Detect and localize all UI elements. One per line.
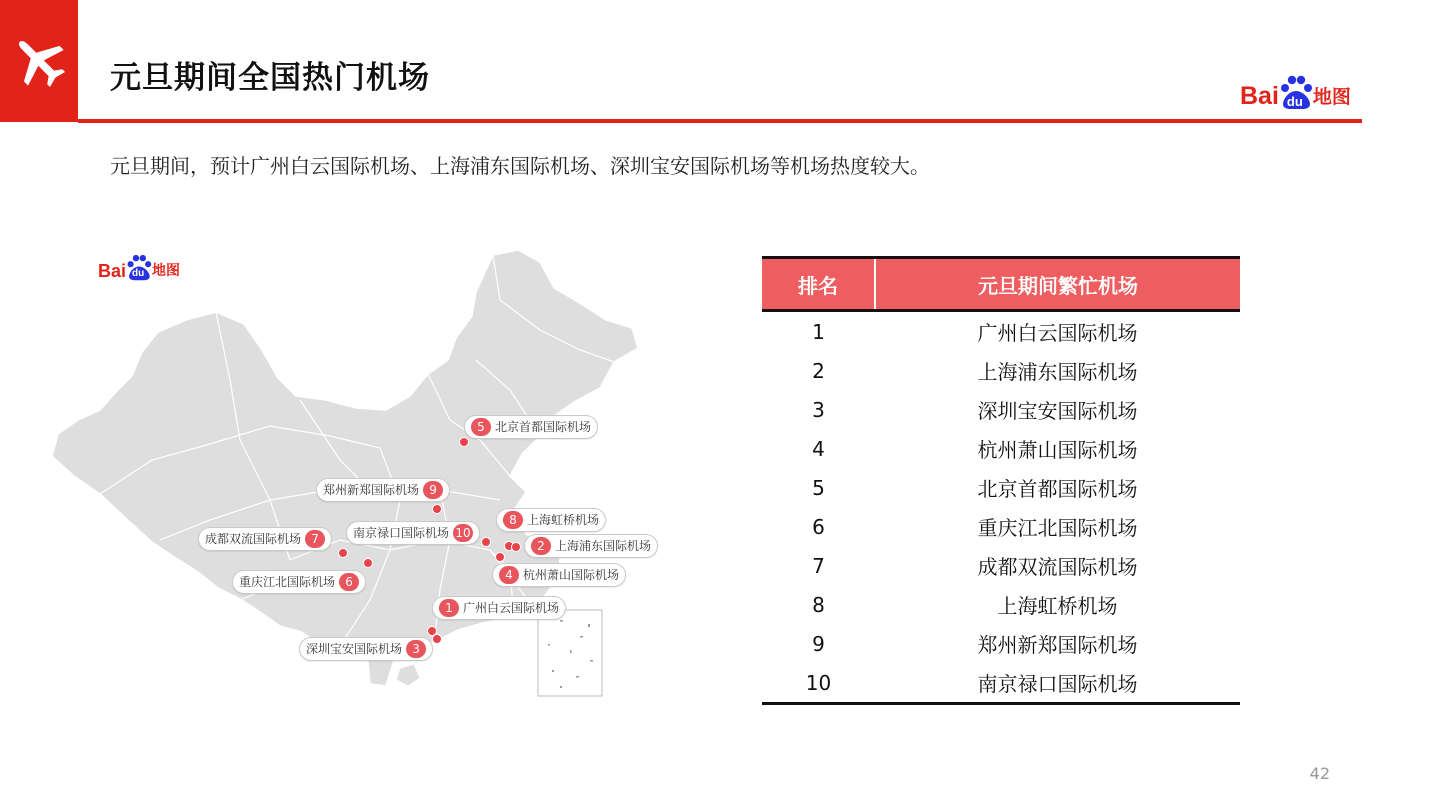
map-label-name: 郑州新郑国际机场 <box>323 483 420 497</box>
map-label <box>524 534 658 558</box>
map-logo-ditu-text: 地图 <box>152 263 181 279</box>
busy-airports-table <box>762 256 1240 705</box>
rank-cell: 1 <box>812 319 825 344</box>
rank-cell: 8 <box>812 592 825 617</box>
map-logo-bai-text: Bai <box>98 261 127 281</box>
map-label-rank: 2 <box>531 537 551 555</box>
map-label <box>492 563 626 587</box>
table-row <box>762 546 1240 585</box>
rank-cell: 5 <box>812 475 825 500</box>
airport-cell: 重庆江北国际机场 <box>977 516 1138 540</box>
airport-cell: 郑州新郑国际机场 <box>977 633 1138 657</box>
map-label <box>432 596 566 620</box>
map-label-name: 深圳宝安国际机场 <box>306 642 403 656</box>
rank-cell: 9 <box>812 631 825 656</box>
table-row <box>762 351 1240 390</box>
map-label <box>299 637 433 661</box>
china-map-area <box>40 240 680 710</box>
map-label <box>232 570 366 594</box>
map-label-rank: 10 <box>453 524 473 542</box>
map-label-name: 上海虹桥机场 <box>527 513 600 527</box>
airport-cell: 北京首都国际机场 <box>977 477 1138 501</box>
logo-bai-text: Bai <box>1240 82 1279 110</box>
header-corner-block <box>0 0 78 122</box>
map-label-rank: 8 <box>503 511 523 529</box>
map-label-name: 广州白云国际机场 <box>463 601 560 615</box>
airport-cell: 杭州萧山国际机场 <box>977 438 1138 462</box>
map-label <box>464 415 598 439</box>
airport-column-header: 元旦期间繁忙机场 <box>875 258 1240 311</box>
map-label-name: 北京首都国际机场 <box>495 420 592 434</box>
table-row <box>762 507 1240 546</box>
rank-cell: 7 <box>812 553 825 578</box>
map-label-rank: 9 <box>423 481 443 499</box>
map-label <box>198 527 332 551</box>
map-logo-du-text: du <box>132 268 145 279</box>
airport-cell: 南京禄口国际机场 <box>875 663 1240 704</box>
map-marker-hangzhou <box>495 552 505 562</box>
map-label-rank: 5 <box>471 418 491 436</box>
rank-cell: 6 <box>812 514 825 539</box>
table-row <box>762 663 1240 704</box>
map-label-name: 重庆江北国际机场 <box>239 575 336 589</box>
page-title: 元旦期间全国热门机场 <box>110 60 430 96</box>
map-marker-chongqing <box>363 558 373 568</box>
airport-cell: 广州白云国际机场 <box>977 321 1138 345</box>
map-label-name: 上海浦东国际机场 <box>555 539 652 553</box>
table-header-row <box>762 258 1240 311</box>
map-label <box>346 521 480 545</box>
map-label <box>496 508 606 532</box>
rank-cell: 4 <box>812 436 825 461</box>
map-label-name: 杭州萧山国际机场 <box>523 568 620 582</box>
table-row <box>762 429 1240 468</box>
rank-column-header: 排名 <box>762 258 875 311</box>
map-label-name: 南京禄口国际机场 <box>353 526 450 540</box>
map-label-rank: 1 <box>439 599 459 617</box>
map-label <box>316 478 450 502</box>
map-label-rank: 4 <box>499 566 519 584</box>
page-number: 42 <box>1309 764 1330 783</box>
map-marker-nanjing <box>481 537 491 547</box>
airport-cell: 上海浦东国际机场 <box>977 360 1138 384</box>
map-marker-zhengzhou <box>432 504 442 514</box>
map-label-name: 成都双流国际机场 <box>205 532 302 546</box>
map-marker-shenzhen <box>432 634 442 644</box>
airport-cell: 成都双流国际机场 <box>977 555 1138 579</box>
table-row <box>762 390 1240 429</box>
map-label-rank: 3 <box>406 640 426 658</box>
airport-cell: 上海虹桥机场 <box>997 594 1118 618</box>
map-marker-pudong <box>511 542 521 552</box>
baidu-paw-icon <box>1279 72 1313 110</box>
map-marker-beijing <box>459 437 469 447</box>
table-row <box>762 468 1240 507</box>
map-label-rank: 6 <box>339 573 359 591</box>
baidu-map-logo <box>1240 72 1351 110</box>
rank-cell: 3 <box>812 397 825 422</box>
table-row <box>762 624 1240 663</box>
logo-du-text: du <box>1286 94 1303 109</box>
table-row <box>762 585 1240 624</box>
airplane-icon <box>8 30 70 92</box>
rank-cell: 10 <box>762 663 875 704</box>
page-subtitle: 元旦期间，预计广州白云国际机场、上海浦东国际机场、深圳宝安国际机场等机场热度较大。 <box>110 154 930 178</box>
map-label-rank: 7 <box>305 530 325 548</box>
title-divider <box>78 119 1362 123</box>
rank-cell: 2 <box>812 358 825 383</box>
map-marker-chengdu <box>338 548 348 558</box>
logo-ditu-text: 地图 <box>1312 86 1351 108</box>
airport-cell: 深圳宝安国际机场 <box>977 399 1138 423</box>
table-row <box>762 311 1240 352</box>
